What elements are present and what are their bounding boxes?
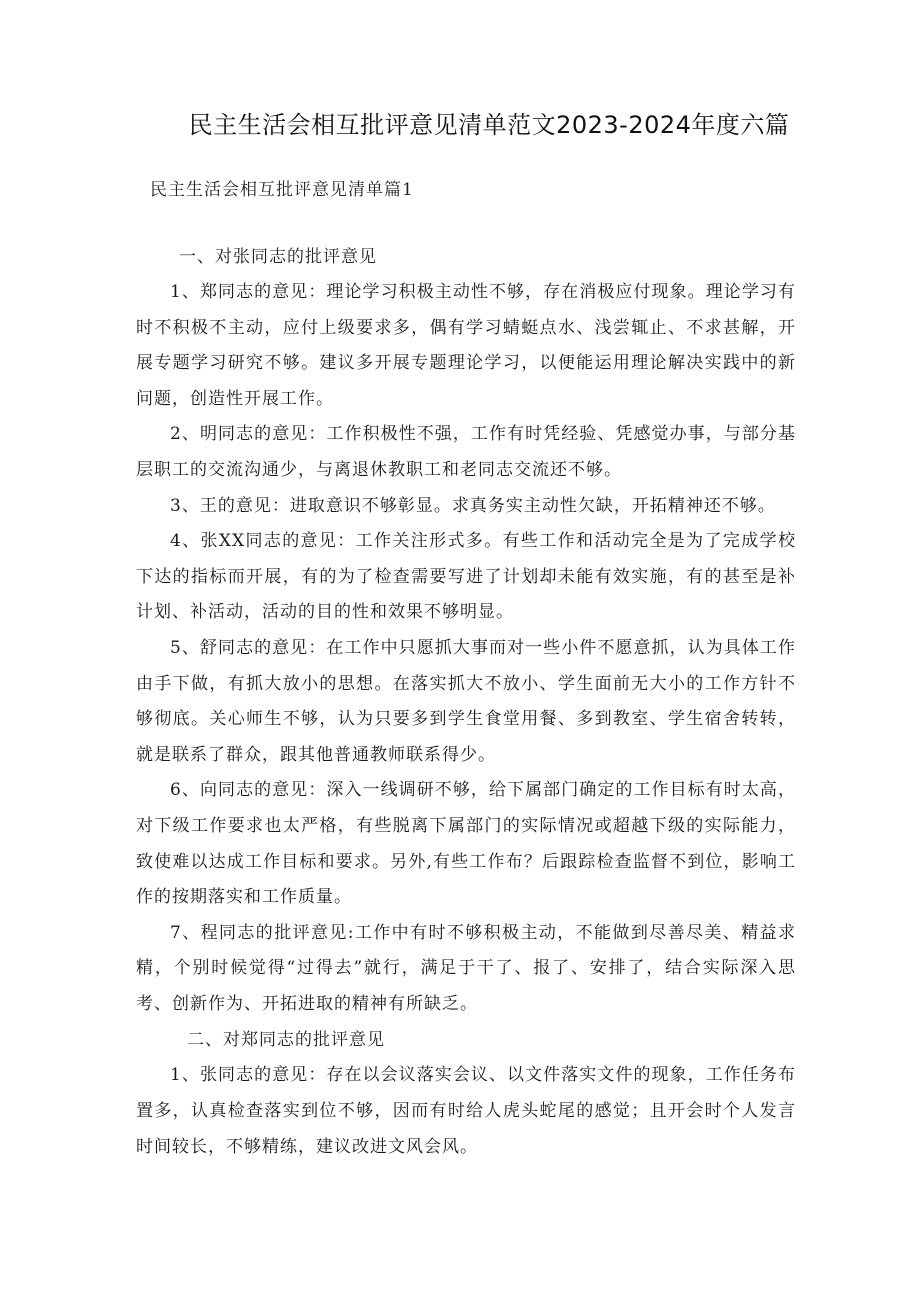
section-heading-1: 一、对张同志的批评意见 <box>179 247 377 267</box>
paragraph: 7、程同志的批评意见:工作中有时不够积极主动，不能做到尽善尽美、精益求精，个别时候觉得“过得去”就行，满足于干了、报了、安排了，结合实际深入思考、创新作为、开拓进取的精神有所缺乏。 <box>136 922 796 1014</box>
paragraph: 6、向同志的意见：深入一线调研不够，给下属部门确定的工作目标有时太高，对下级工作要求也太严格，有些脱离下属部门的实际情况或超越下级的实际能力，致使难以达成工作目标和要求。另外,有些工作布？后跟踪检查监督不到位，影响工作的按期落实和工作质量。 <box>136 780 796 908</box>
paragraph: 1、张同志的意见：存在以会议落实会议、以文件落实文件的现象，工作任务布置多，认真检查落实到位不够，因而有时给人虎头蛇尾的感觉；且开会时个人发言时间较长，不够精练，建议改进文风会风。 <box>136 1065 796 1157</box>
document-title: 民主生活会相互批评意见清单范文2023-2024年度六篇 <box>188 111 790 139</box>
paragraph: 3、王的意见：进取意识不够彰显。求真务实主动性欠缺，开拓精神还不够。 <box>170 495 776 516</box>
paragraph: 2、明同志的意见：工作积极性不强，工作有时凭经验、凭感觉办事，与部分基层职工的交流沟通少，与离退休教职工和老同志交流还不够。 <box>136 424 796 480</box>
section-heading-2: 二、对郑同志的批评意见 <box>187 1030 385 1051</box>
document-body <box>136 239 796 1165</box>
paragraph: 1、郑同志的意见：理论学习积极主动性不够，存在消极应付现象。理论学习有时不积极不主动，应付上级要求多，偶有学习蜻蜓点水、浅尝辄止、不求甚解，开展专题学习研究不够。建议多开展专题理论学习，以便能运用理论解决实践中的新问题，创造性开展工作。 <box>136 282 796 409</box>
paragraph: 4、张XX同志的意见：工作关注形式多。有些工作和活动完全是为了完成学校下达的指标而开展，有的为了检查需要写进了计划却未能有效实施，有的甚至是补计划、补活动，活动的目的性和效果不够明显。 <box>136 531 796 623</box>
paragraph: 5、舒同志的意见：在工作中只愿抓大事而对一些小件不愿意抓，认为具体工作由手下做，有抓大放小的思想。在落实抓大不放小、学生面前无大小的工作方针不够彻底。关心师生不够，认为只要多到学生食堂用餐、多到教室、学生宿舍转转，就是联系了群众，跟其他普通教师联系得少。 <box>136 637 796 765</box>
document-subtitle: 民主生活会相互批评意见清单篇1 <box>150 180 414 200</box>
